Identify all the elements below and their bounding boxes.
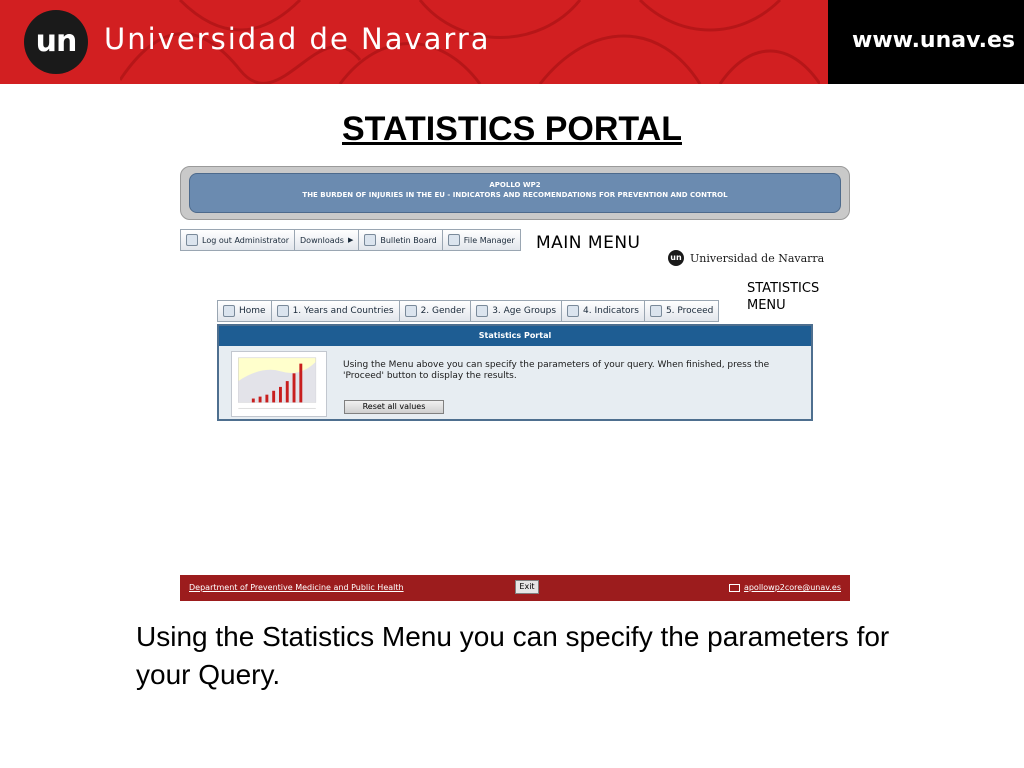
slide-title: STATISTICS PORTAL <box>342 110 682 148</box>
tab-proceed[interactable] <box>645 301 718 321</box>
university-banner <box>0 0 1024 84</box>
tab-label: 2. Gender <box>420 306 466 316</box>
menu-item-label: File Manager <box>463 235 515 245</box>
footer-email <box>729 583 841 592</box>
mail-icon <box>729 584 740 592</box>
menu-item-bulletin-board[interactable] <box>359 230 442 250</box>
menu-item-downloads[interactable] <box>295 230 359 250</box>
menu-item-label: Log out Administrator <box>202 235 290 245</box>
tab-gender[interactable] <box>400 301 472 321</box>
reset-all-values-button[interactable]: Reset all values <box>344 400 444 414</box>
arrow-right-icon: ▶ <box>347 236 354 244</box>
panel-title: Statistics Portal <box>219 326 811 346</box>
app-header <box>180 166 850 220</box>
age-icon <box>476 305 488 317</box>
app-subtitle: THE BURDEN OF INJURIES IN THE EU - INDICATORS AND RECOMENDATIONS FOR PREVENTION AND CONTROL <box>302 191 728 199</box>
pin-icon <box>364 234 376 246</box>
main-menu-annotation: MAIN MENU <box>536 233 641 253</box>
calendar-icon <box>567 305 579 317</box>
gender-icon <box>405 305 417 317</box>
app-title: APOLLO WP2 <box>489 181 541 189</box>
house-icon <box>186 234 198 246</box>
globe-icon <box>277 305 289 317</box>
department-link[interactable]: Department of Preventive Medicine and Public Health <box>189 583 404 592</box>
exit-button[interactable]: Exit <box>515 580 539 594</box>
slide-caption: Using the Statistics Menu you can specify the parameters for your Query. <box>136 621 890 690</box>
university-name: Universidad de Navarra <box>104 22 491 56</box>
app-footer <box>180 575 850 601</box>
tab-label: 3. Age Groups <box>492 306 557 316</box>
annotation-line: STATISTICS <box>747 281 820 296</box>
folder-icon <box>448 234 460 246</box>
logo-name: Universidad de Navarra <box>690 251 825 265</box>
menu-item-logout[interactable] <box>181 230 295 250</box>
app-header-inner <box>189 173 841 213</box>
university-logo: un <box>24 10 88 74</box>
home-icon <box>223 305 235 317</box>
tab-indicators[interactable] <box>562 301 645 321</box>
university-url[interactable]: www.unav.es <box>852 28 1016 53</box>
tab-label: 4. Indicators <box>583 306 639 316</box>
tab-years-and-countries[interactable] <box>272 301 400 321</box>
menu-item-label: Downloads <box>300 235 344 245</box>
mini-university-logo <box>668 250 824 266</box>
email-link[interactable]: apollowp2core@unav.es <box>743 583 841 592</box>
statistics-menu-annotation <box>747 280 819 314</box>
chart-thumbnail-icon <box>231 351 327 417</box>
panel-instructions: Using the Menu above you can specify the parameters of your query. When finished, press the 'Proceed' button to display the results. <box>343 360 770 381</box>
tab-home[interactable] <box>218 301 272 321</box>
menu-item-label: Bulletin Board <box>380 235 437 245</box>
annotation-line: MENU <box>747 298 786 313</box>
tab-label: 1. Years and Countries <box>292 306 394 316</box>
statistics-menu-bar <box>217 300 719 322</box>
tab-label: 5. Proceed <box>665 306 714 316</box>
menu-item-file-manager[interactable] <box>443 230 520 250</box>
main-menu-bar <box>180 229 521 251</box>
statistics-portal-panel <box>217 324 813 421</box>
tab-label: Home <box>239 306 266 316</box>
proceed-icon <box>650 305 662 317</box>
tab-age-groups[interactable] <box>471 301 562 321</box>
logo-icon: un <box>668 250 684 266</box>
